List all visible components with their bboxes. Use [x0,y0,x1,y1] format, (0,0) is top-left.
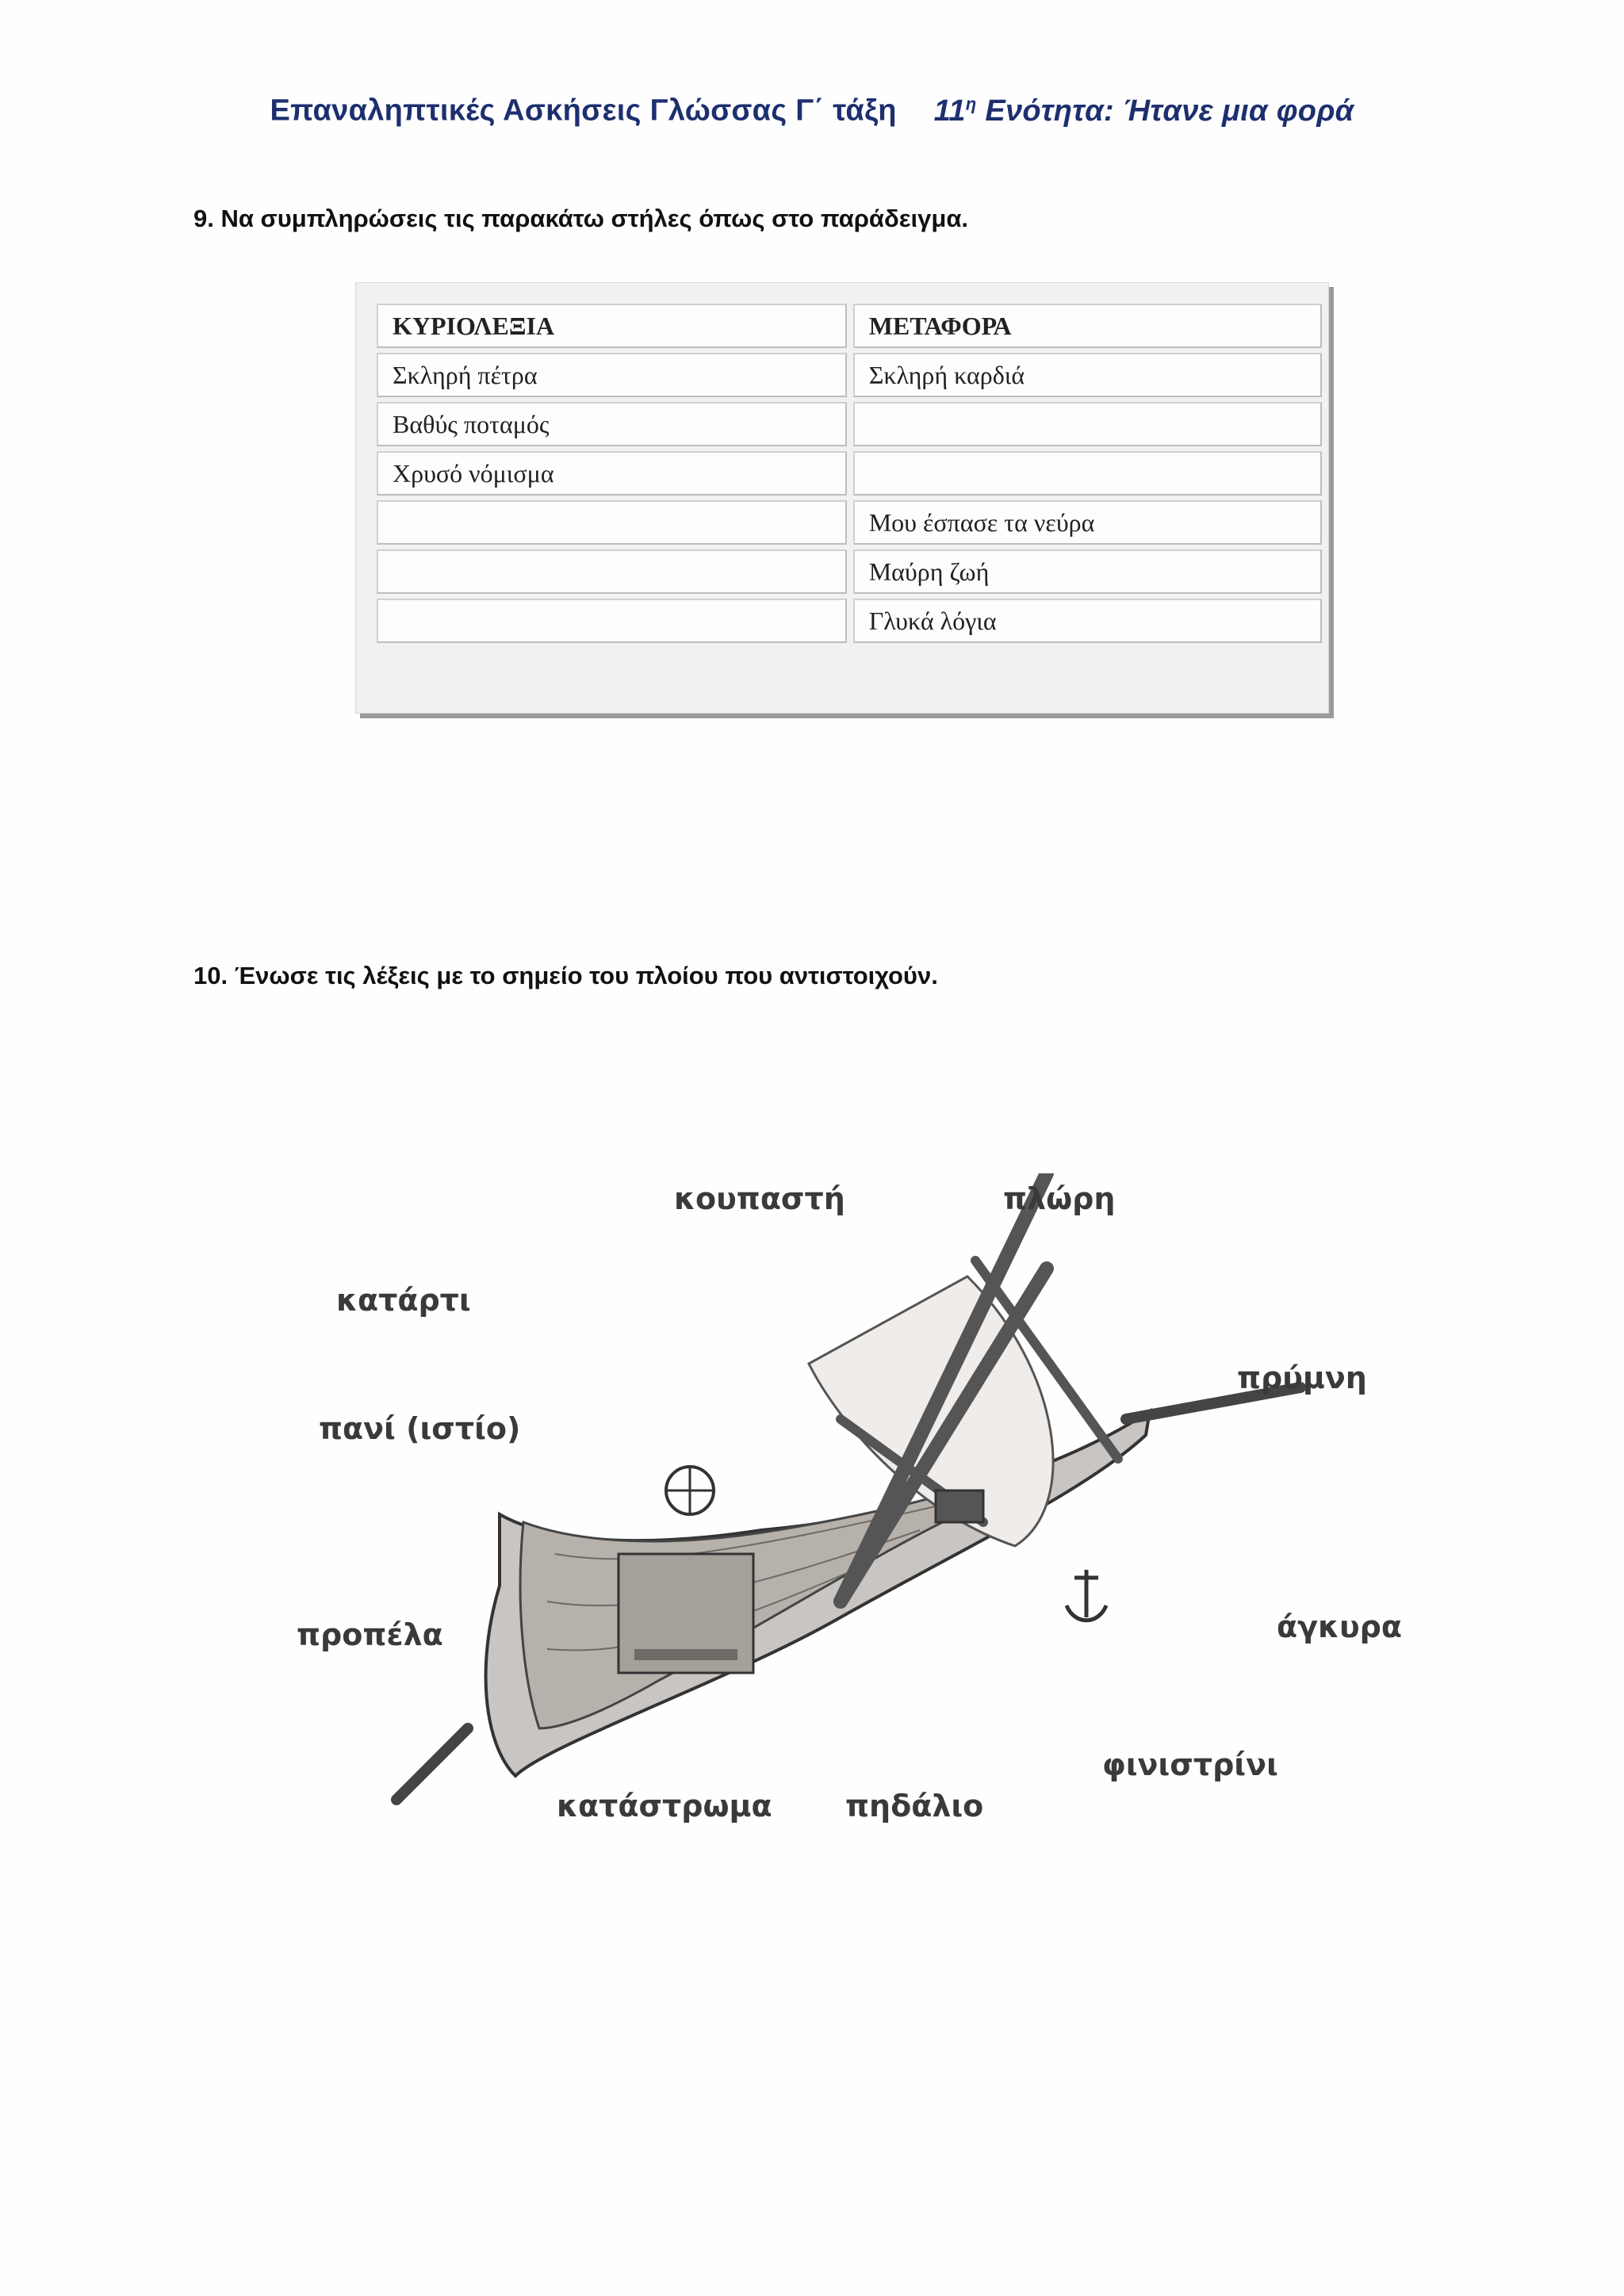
table-cell-metaphor[interactable]: Μαύρη ζωή [853,549,1322,594]
metaphor-table [370,299,1328,648]
label-finistrini[interactable]: φινιστρίνι [1102,1747,1278,1782]
table-row [377,599,1322,643]
header-unit: $11^\eta$ Ενότητα: Ήτανε μια φορά [933,94,1354,128]
table-row [377,402,1322,446]
header-cell-metaphor: ΜΕΤΑΦΟΡΑ [853,304,1322,348]
table-cell-literal[interactable] [377,500,847,545]
question-9-text: 9. Να συμπληρώσεις τις παρακάτω στήλες όπως στο παράδειγμα. [193,205,968,232]
ship-anchor [1067,1570,1106,1621]
label-agkyra[interactable]: άγκυρα [1277,1609,1402,1644]
table-cell-metaphor[interactable]: Μου έσπασε τα νεύρα [853,500,1322,545]
header-cell-literal: ΚΥΡΙΟΛΕΞΙΑ [377,304,847,348]
label-prymni[interactable]: πρύμνη [1237,1360,1367,1395]
table-row [377,500,1322,545]
table-header-row [377,304,1322,348]
table-cell-metaphor[interactable]: Γλυκά λόγια [853,599,1322,643]
table-cell-literal[interactable]: Σκληρή πέτρα [377,353,847,397]
ship-porthole [936,1490,983,1522]
header-title: Επαναληπτικές Ασκήσεις Γλώσσας Γ΄ τάξη [270,94,897,128]
label-plori[interactable]: πλώρη [1003,1181,1116,1216]
table-cell-literal[interactable]: Χρυσό νόμισμα [377,451,847,496]
label-pani[interactable]: πανί (ιστίο) [319,1411,521,1446]
label-katastroma[interactable]: κατάστρωμα [557,1789,772,1823]
table-cell-metaphor[interactable] [853,451,1322,496]
table-row [377,451,1322,496]
table-cell-metaphor[interactable]: Σκληρή καρδιά [853,353,1322,397]
table-cell-metaphor[interactable] [853,402,1322,446]
table-row [377,549,1322,594]
ship-matching-area [285,1173,1411,1919]
ship-rudder [396,1728,468,1800]
table-cell-literal[interactable] [377,599,847,643]
question-10-text: 10. Ένωσε τις λέξεις με το σημείο του πλοίου που αντιστοιχούν. [193,962,938,989]
table-cell-literal[interactable]: Βαθύς ποταμός [377,402,847,446]
table-cell-literal[interactable] [377,549,847,594]
page-header [0,94,1624,128]
label-katarti[interactable]: κατάρτι [336,1283,471,1318]
table-row [377,353,1322,397]
metaphor-table-frame [355,282,1329,714]
label-pidalio[interactable]: πηδάλιο [845,1789,984,1823]
label-propela[interactable]: προπέλα [297,1617,443,1652]
label-koupasti[interactable]: κουπαστή [674,1181,845,1216]
